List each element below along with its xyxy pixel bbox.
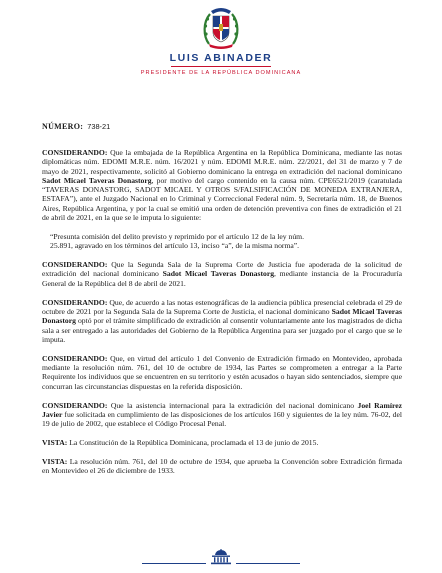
footer-rule-left (142, 563, 206, 564)
considerando-paragraph-2 (42, 260, 402, 288)
paragraph-text: La resolución núm. 761, del 10 de octubre de 1934, que aprueba la Convención sobre Extradición firmada en Montevideo el 26 de diciembre de 1933. (42, 456, 402, 476)
paragraph-text: fue solicitada en cumplimiento de las disposiciones de los artículos 160 y siguientes de la ley núm. 76-02, del 19 de julio de 2002, que establece el Código Procesal Penal. (42, 409, 402, 429)
president-name: LUIS ABINADER (169, 52, 273, 64)
quote-line-2: 25.891, agravado en los términos del artículo 13, inciso “a”, de la misma norma”. (50, 241, 300, 251)
considerando-paragraph-5 (42, 401, 402, 429)
paragraph-lead: CONSIDERANDO: (42, 148, 108, 157)
vista-paragraph-2 (42, 457, 402, 476)
president-title: PRESIDENTE DE LA REPÚBLICA DOMINICANA (140, 70, 302, 76)
decree-number-value: 738-21 (87, 122, 111, 131)
paragraph-lead: CONSIDERANDO: (42, 260, 108, 270)
person-name: Joel Ramírez Javier (42, 400, 403, 419)
paragraph-text: , por motivo del cargo contenido en la causa núm. CPE6521/2019 (caratulada “TAVERAS DONASTORG, SADOT MICAEL Y OTROS S/FALSIFICACIÓN DE MONEDA EXTRANJERA, ESTAFA”), ante el Juzgado Nacional en lo Criminal y Correccional Federal núm. 9, Secretaría núm. 18, de Buenos Aires, República Argentina, y por la cual se emitió una orden de detención preventiva con fines de extradición el 21 de abril de 2021, en la que se le imputa lo siguiente: (42, 175, 403, 223)
paragraph-lead: CONSIDERANDO: (42, 297, 108, 307)
paragraph-lead: VISTA: (42, 456, 68, 466)
paragraph-text: Que, de acuerdo a las notas estenográficas de la audiencia pública presencial celebrada el 29 de octubre de 2021 por la Segunda Sala de la Suprema Corte de Justicia, el nacional dominicano (42, 297, 402, 316)
person-name: Sadot Micael Taveras Donastorg (162, 269, 275, 279)
vista-paragraph-1 (42, 438, 402, 447)
paragraph-lead: VISTA: (42, 437, 68, 447)
document-body (42, 148, 402, 485)
person-name: Sadot Micael Taveras Donastorg (42, 175, 152, 185)
decree-number-label: NÚMERO: (42, 122, 84, 131)
paragraph-lead: CONSIDERANDO: (42, 353, 108, 363)
palace-icon (209, 549, 233, 565)
decree-number (42, 122, 110, 131)
paragraph-text: La Constitución de la República Dominicana, proclamada el 13 de junio de 2015. (67, 437, 319, 447)
footer-rule-right (236, 563, 300, 564)
person-name: Sadot Micael Taveras Donastorg (42, 306, 402, 326)
paragraph-text: Que la asistencia internacional para la extradición del nacional dominicano (107, 400, 358, 410)
considerando-paragraph-4 (42, 354, 402, 391)
paragraph-text: Que la embajada de la República Argentina en la República Dominicana, mediante las notas diplomáticas núm. EDOMI M.R.E. núm. 16/2021 y núm. EDOMI M.R.E. núm. 22/2021, del 31 de marzo y 7 de mayo de 2021, respectivamente, solicitó al Gobierno dominicano la entrega en extradición del nacional dominicano (42, 148, 402, 176)
paragraph-text: Que, en virtud del artículo 1 del Convenio de Extradición firmado en Montevideo, aprobada mediante la resolución núm. 761, del 10 de octubre de 1934, las Partes se comprometen a entregar a la Parte Requirente los individuos que se encuentren en su territorio y estén acusados o hayan sido sentenciados, siempre que concurran las circunstancias dispuestas en la referida disposición. (42, 353, 402, 391)
paragraph-text: , mediante instancia de la Procuraduría General de la República del 8 de abril de 2021. (42, 269, 402, 288)
paragraph-text: optó por el trámite simplificado de extradición al consentir voluntariamente ante los magistrados de dicha sala a ser entregado a las autoridades del Gobierno de la República Argentina para ser juzgado por el cargo que se le imputa. (42, 316, 402, 344)
quote-line-1: “Presunta comisión del delito previsto y reprimido por el artículo 12 de la ley núm. (50, 231, 304, 241)
charge-quote (50, 232, 402, 251)
coat-of-arms-icon (201, 4, 241, 50)
paragraph-lead: CONSIDERANDO: (42, 400, 108, 410)
paragraph-text: Que la Segunda Sala de la Suprema Corte de Justicia fue apoderada de la solicitud de extradición del nacional dominicano (42, 260, 402, 279)
header-divider (171, 66, 271, 67)
considerando-paragraph-3 (42, 298, 402, 344)
considerando-paragraph-1 (42, 148, 402, 222)
